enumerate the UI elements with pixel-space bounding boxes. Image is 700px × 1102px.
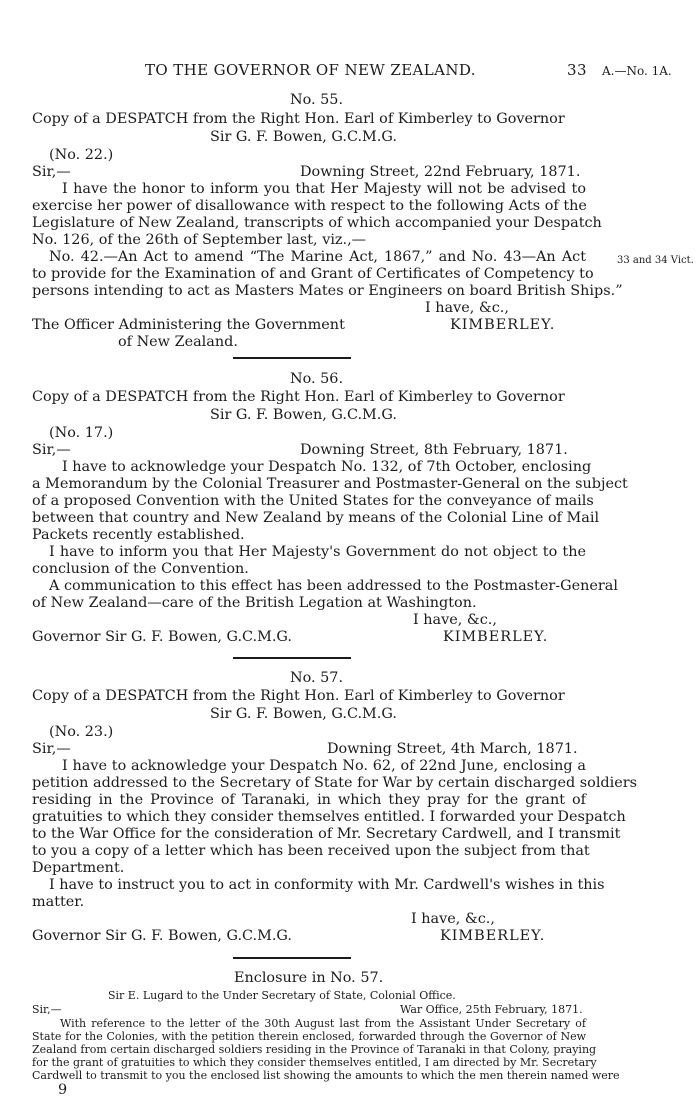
body-line: I have to inform you that Her Majesty's Government do not object to the bbox=[49, 544, 586, 560]
despatch-reference: (No. 17.) bbox=[49, 425, 114, 441]
enclosure-heading: Enclosure in No. 57. bbox=[234, 970, 384, 986]
body-line: A communication to this effect has been addressed to the Postmaster-General bbox=[49, 578, 618, 594]
salutation: Sir,— bbox=[32, 1003, 62, 1016]
body-line: residing in the Province of Taranaki, in which they pray for the grant of bbox=[32, 792, 586, 808]
page-header-title: TO THE GOVERNOR OF NEW ZEALAND. bbox=[145, 61, 476, 79]
body-line: I have to instruct you to act in conformity with Mr. Cardwell's wishes in this bbox=[49, 877, 605, 893]
body-line: for the grant of gratuities to which they consider themselves entitled, I am directed by Mr. Secretary bbox=[32, 1056, 597, 1069]
place-date: Downing Street, 22nd February, 1871. bbox=[300, 164, 581, 180]
place-date: Downing Street, 8th February, 1871. bbox=[300, 442, 568, 458]
despatch-title: Copy of a DESPATCH from the Right Hon. Earl of Kimberley to Governor bbox=[32, 389, 565, 405]
place-date: War Office, 25th February, 1871. bbox=[400, 1003, 583, 1016]
section-divider bbox=[233, 657, 351, 659]
footer-signature: 9 bbox=[58, 1082, 68, 1098]
enclosure-subheading: Sir E. Lugard to the Under Secretary of State, Colonial Office. bbox=[108, 989, 456, 1002]
body-line: Zealand from certain discharged soldiers residing in the Province of Taranaki in that Colony, praying bbox=[32, 1043, 597, 1056]
body-line: Legislature of New Zealand, transcripts of which accompanied your Despatch bbox=[32, 215, 602, 231]
body-line: to the War Office for the consideration of Mr. Secretary Cardwell, and I transmit bbox=[32, 826, 621, 842]
despatch-number: No. 55. bbox=[290, 92, 344, 108]
body-line: Department. bbox=[32, 860, 125, 876]
signature: KIMBERLEY. bbox=[443, 629, 549, 645]
margin-note: 33 and 34 Vict. bbox=[617, 255, 694, 266]
body-line: to provide for the Examination of and Grant of Certificates of Competency to bbox=[32, 266, 594, 282]
despatch-number: No. 57. bbox=[290, 670, 344, 686]
body-line: petition addressed to the Secretary of State for War by certain discharged soldiers bbox=[32, 775, 638, 791]
body-line: No. 42.—An Act to amend “The Marine Act, 1867,” and No. 43—An Act bbox=[49, 249, 586, 265]
closing: I have, &c., bbox=[411, 911, 495, 927]
body-line: conclusion of the Convention. bbox=[32, 561, 249, 577]
place-date: Downing Street, 4th March, 1871. bbox=[327, 741, 578, 757]
series-label: A.—No. 1A. bbox=[602, 64, 672, 78]
despatch-title-recipient: Sir G. F. Bowen, G.C.M.G. bbox=[210, 706, 397, 722]
section-divider bbox=[233, 957, 351, 959]
closing: I have, &c., bbox=[425, 300, 509, 316]
body-line: between that country and New Zealand by means of the Colonial Line of Mail bbox=[32, 510, 600, 526]
body-line: I have the honor to inform you that Her Majesty will not be advised to bbox=[62, 181, 586, 197]
salutation: Sir,— bbox=[32, 442, 71, 458]
body-line: persons intending to act as Masters Mates or Engineers on board British Ships.” bbox=[32, 283, 623, 299]
body-line: With reference to the letter of the 30th August last from the Assistant Under Secretary of bbox=[60, 1017, 586, 1030]
body-line: of a proposed Convention with the United States for the conveyance of mails bbox=[32, 493, 594, 509]
despatch-title: Copy of a DESPATCH from the Right Hon. Earl of Kimberley to Governor bbox=[32, 111, 565, 127]
addressee: Governor Sir G. F. Bowen, G.C.M.G. bbox=[32, 629, 292, 645]
salutation: Sir,— bbox=[32, 741, 71, 757]
body-line: Packets recently established. bbox=[32, 527, 245, 543]
body-line: of New Zealand—care of the British Legation at Washington. bbox=[32, 595, 477, 611]
signature: KIMBERLEY. bbox=[450, 317, 556, 333]
addressee: The Officer Administering the Government bbox=[32, 317, 345, 333]
despatch-title-recipient: Sir G. F. Bowen, G.C.M.G. bbox=[210, 129, 397, 145]
despatch-reference: (No. 23.) bbox=[49, 724, 114, 740]
page-number: 33 bbox=[567, 61, 587, 79]
salutation: Sir,— bbox=[32, 164, 71, 180]
addressee: Governor Sir G. F. Bowen, G.C.M.G. bbox=[32, 928, 292, 944]
body-line: gratuities to which they consider themselves entitled. I forwarded your Despatch bbox=[32, 809, 626, 825]
body-line: I have to acknowledge your Despatch No. 132, of 7th October, enclosing bbox=[62, 459, 592, 475]
body-line: Cardwell to transmit to you the enclosed list showing the amounts to which the men therein named were bbox=[32, 1069, 620, 1082]
body-line: matter. bbox=[32, 894, 85, 910]
body-line: No. 126, of the 26th of September last, viz.,— bbox=[32, 232, 367, 248]
body-line: State for the Colonies, with the petition therein enclosed, forwarded through the Governor of New bbox=[32, 1030, 586, 1043]
despatch-number: No. 56. bbox=[290, 371, 344, 387]
body-line: a Memorandum by the Colonial Treasurer and Postmaster-General on the subject bbox=[32, 476, 628, 492]
section-divider bbox=[233, 357, 351, 359]
closing: I have, &c., bbox=[413, 612, 497, 628]
body-line: exercise her power of disallowance with respect to the following Acts of the bbox=[32, 198, 587, 214]
body-line: I have to acknowledge your Despatch No. 62, of 22nd June, enclosing a bbox=[62, 758, 586, 774]
despatch-title: Copy of a DESPATCH from the Right Hon. Earl of Kimberley to Governor bbox=[32, 688, 565, 704]
body-line: to you a copy of a letter which has been received upon the subject from that bbox=[32, 843, 590, 859]
addressee: of New Zealand. bbox=[118, 334, 238, 350]
despatch-title-recipient: Sir G. F. Bowen, G.C.M.G. bbox=[210, 407, 397, 423]
signature: KIMBERLEY. bbox=[440, 928, 546, 944]
despatch-reference: (No. 22.) bbox=[49, 147, 114, 163]
